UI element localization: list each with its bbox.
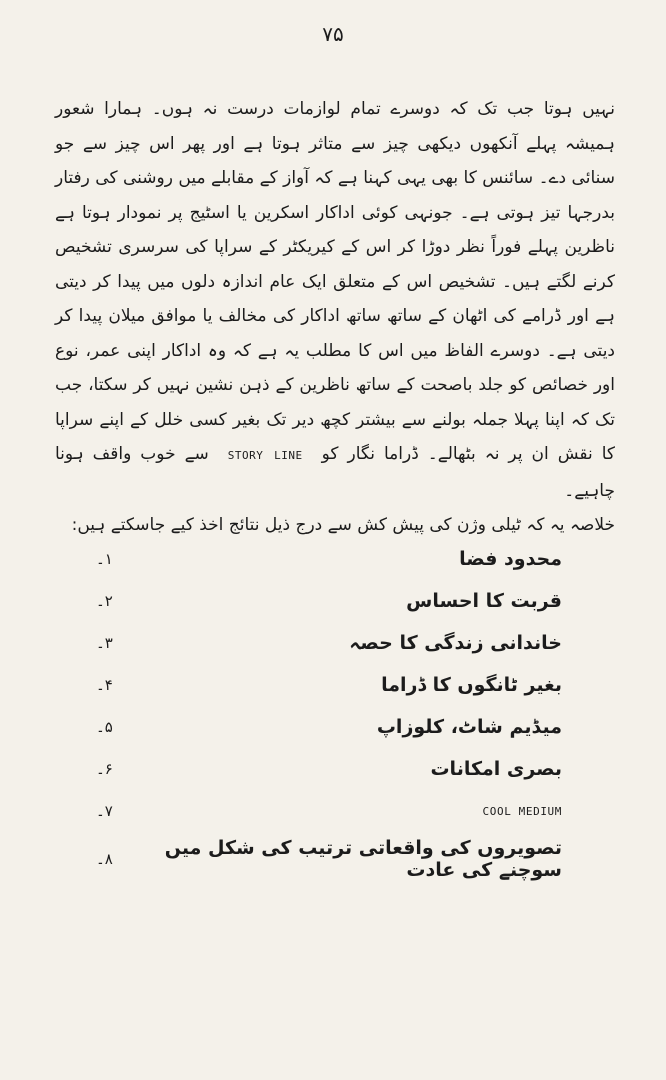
list-item <box>90 580 580 622</box>
list-item <box>90 622 580 664</box>
list-item-text: تصویروں کی واقعاتی ترتیب کی شکل میں سوچنے کی عادت <box>164 837 562 881</box>
list-item-number: ۴۔ <box>96 676 113 694</box>
list-item <box>90 664 580 706</box>
list-item <box>90 706 580 748</box>
list-item-number: ۱۔ <box>96 550 113 568</box>
conclusions-list <box>90 538 580 880</box>
paragraph-main-text: نہیں ہوتا جب تک کہ دوسرے تمام لوازمات درست نہ ہوں۔ ہمارا شعور ہمیشہ پہلے آنکھوں دیکھی چیز سے متاثر ہوتا ہے اور پھر اس چیز سے جو سنائی دے۔ سائنس کا بھی یہی کہنا ہے کہ آواز کے مقابلے میں روشنی کی رفتار بدرجہا تیز ہوتی ہے۔ جونہی کوئی اداکار اسکرین یا اسٹیج پر نمودار ہوتا ہے ناظرین پہلے فوراً نظر دوڑا کر اس کے کیریکٹر کے سراپا کی سرسری تشخیص کرنے لگتے ہیں۔ تشخیص اس کے متعلق ایک عام اندازہ دلوں میں پیدا کر دیتی ہے اور ڈرامے کی اٹھان کے ساتھ ساتھ اداکار کی مخالف یا موافق میلان پیدا کر دیتی ہے۔ دوسرے الفاظ میں اس کا مطلب یہ ہے کہ وہ اداکار اپنی عمر، نوع اور خصائص کو جلد باصحت کے ساتھ ناظرین کے ذہن نشین نہیں کر سکتا، جب تک کہ اپنا پہلا جملہ بولنے سے بیشتر کچھ دیر تک بغیر کسی خلل کے اپنے سراپا کا نقش ان پر نہ بٹھالے۔ ڈراما نگار کو <box>55 99 616 464</box>
list-item-text: بصری امکانات <box>430 758 562 780</box>
list-item <box>90 748 580 790</box>
list-item <box>90 790 580 832</box>
list-item-text: بغیر ٹانگوں کا ڈراما <box>381 674 562 696</box>
paragraph-summary: خلاصہ یہ کہ ٹیلی وژن کی پیش کش سے درج ذیل نتائج اخذ کیے جاسکتے ہیں: <box>71 515 615 535</box>
page-number: ۷۵ <box>322 22 344 46</box>
paragraph-main-end: سے خوب واقف ہونا چاہیے۔ <box>55 444 615 501</box>
list-item-text: قربت کا احساس <box>406 590 562 612</box>
list-item-number: ۳۔ <box>96 634 113 652</box>
list-item-number: ۲۔ <box>96 592 113 610</box>
list-item-number: ۶۔ <box>96 760 113 778</box>
list-item <box>90 838 580 880</box>
list-item-number: ۷۔ <box>96 802 113 820</box>
paragraph-main <box>55 92 615 508</box>
list-item-number: ۵۔ <box>96 718 113 736</box>
list-item-number: ۸۔ <box>96 850 113 868</box>
list-item-text: COOL MEDIUM <box>482 804 562 818</box>
list-item-text: محدود فضا <box>459 548 562 570</box>
body-text <box>55 92 615 543</box>
list-item-text: خاندانی زندگی کا حصہ <box>349 632 562 654</box>
inline-english-term: STORY LINE <box>227 449 303 462</box>
list-item <box>90 538 580 580</box>
list-item-text: میڈیم شاٹ، کلوزاپ <box>376 716 562 738</box>
